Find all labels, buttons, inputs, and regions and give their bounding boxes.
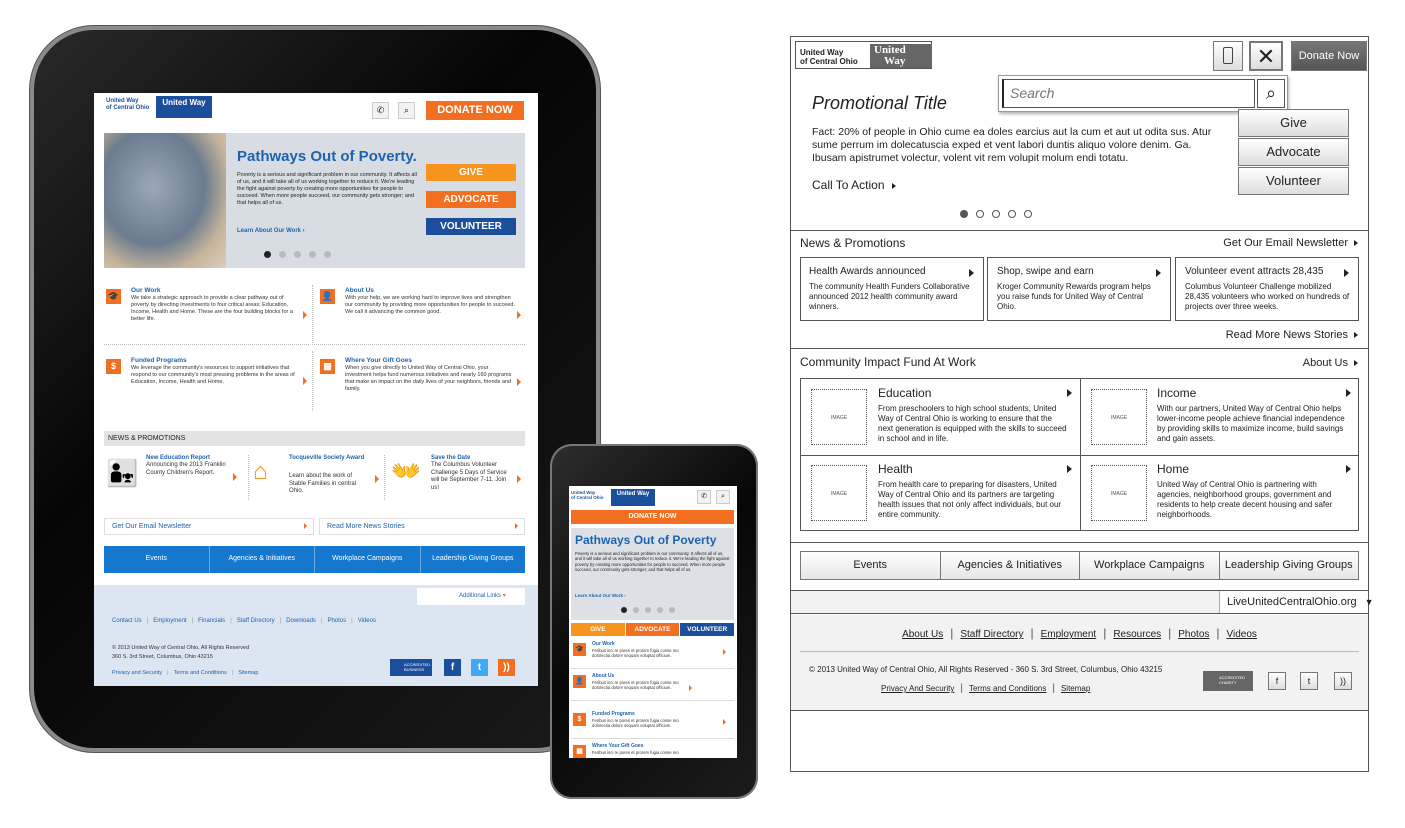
volunteer-button[interactable]: VOLUNTEER bbox=[680, 623, 734, 636]
chevron-right-icon bbox=[517, 378, 521, 386]
chevron-right-icon bbox=[1346, 389, 1351, 397]
chevron-right-icon bbox=[723, 719, 726, 725]
site-select-value: LiveUnitedCentralOhio.org bbox=[1227, 596, 1357, 608]
phone-icon[interactable]: ✆ bbox=[697, 490, 711, 504]
divider bbox=[800, 651, 1359, 652]
search-popup bbox=[998, 75, 1288, 112]
legal-link[interactable]: Privacy And Security bbox=[881, 684, 955, 693]
graduation-cap-icon: 🎓 bbox=[106, 289, 121, 304]
news-header: NEWS & PROMOTIONS bbox=[104, 431, 525, 446]
carousel-dot[interactable] bbox=[633, 607, 639, 613]
news-card[interactable] bbox=[987, 257, 1171, 321]
section-our-work[interactable] bbox=[104, 285, 309, 345]
phone-screen bbox=[569, 486, 737, 758]
search-icon[interactable]: ⌕ bbox=[398, 102, 415, 119]
mobile-icon[interactable] bbox=[1213, 41, 1243, 71]
read-more-label: Read More News Stories bbox=[1225, 329, 1348, 341]
carousel-dots[interactable] bbox=[960, 210, 1032, 218]
footer-link[interactable]: Contact Us bbox=[112, 618, 142, 624]
twitter-icon[interactable]: t bbox=[1300, 672, 1318, 690]
carousel-dot[interactable] bbox=[324, 251, 331, 258]
news-title: Shop, swipe and earn bbox=[997, 266, 1094, 277]
nav-agencies[interactable]: Agencies & Initiatives bbox=[210, 546, 316, 573]
footer-link[interactable]: Photos bbox=[327, 618, 347, 624]
bbb-badge[interactable]: ACCREDITED BUSINESS bbox=[390, 659, 432, 676]
impact-education[interactable] bbox=[801, 379, 1080, 455]
carousel-dot[interactable] bbox=[960, 210, 968, 218]
newsletter-label: Get Our Email Newsletter bbox=[112, 523, 192, 530]
phone-logo-text[interactable] bbox=[571, 491, 604, 501]
cta-buttons bbox=[571, 623, 734, 636]
news-body: Columbus Volunteer Challenge mobilized 28,435 volunteers who worked on hundreds of projects over three weeks. bbox=[1185, 282, 1350, 311]
chevron-right-icon bbox=[1354, 360, 1358, 366]
search-icon[interactable]: ⌕ bbox=[716, 490, 730, 504]
rss-icon[interactable]: )) bbox=[1334, 672, 1352, 690]
image-placeholder: IMAGE bbox=[811, 465, 867, 521]
chevron-down-icon: ▼ bbox=[1364, 597, 1374, 607]
item-body: Feribus inci re pores et prorem fugia conse mo dolorectia dolore sequam voluptat officium. bbox=[592, 718, 679, 729]
carousel-dot[interactable] bbox=[657, 607, 663, 613]
item-body: Feribus inci re pores et prorem fugia conse mo bbox=[592, 750, 679, 755]
hero-title: Pathways Out of Poverty bbox=[575, 533, 717, 547]
chevron-right-icon bbox=[1344, 269, 1349, 277]
section-title: About Us bbox=[345, 287, 374, 294]
advocate-button[interactable]: ADVOCATE bbox=[426, 191, 516, 208]
legal-link[interactable]: Privacy and Security bbox=[112, 670, 163, 676]
tablet-screen bbox=[94, 93, 538, 686]
logo-badge-line-1: United bbox=[874, 44, 906, 56]
newsletter-label: Get Our Email Newsletter bbox=[1223, 237, 1348, 249]
section-title: Where Your Gift Goes bbox=[345, 357, 412, 364]
hero-banner bbox=[571, 528, 734, 620]
person-icon: 👤 bbox=[320, 289, 335, 304]
cta-link[interactable] bbox=[812, 178, 896, 192]
logo-line-2: of Central Ohio bbox=[800, 57, 858, 66]
hero-text: Poverty is a serious and significant problem in our community. It affects all of us, and it will take all of us working together to reduce it. We're leading the fight against poverty by creating more opportunities for people to succeed. When more people succeed, our community gets stronger; and that helps all of us. bbox=[575, 551, 730, 572]
hero-link[interactable]: Learn About Our Work › bbox=[237, 228, 305, 234]
logo-line-1: United Way bbox=[106, 98, 139, 104]
house-icon: ⌂ bbox=[253, 458, 268, 485]
newsletter-link[interactable] bbox=[104, 518, 314, 535]
chevron-right-icon bbox=[233, 473, 237, 481]
news-title: Tocqueville Society Award bbox=[289, 455, 365, 461]
section-body: When you give directly to United Way of Central Ohio, your investment helps fund numerous initiatives and nearly 160 programs that make an impact on the daily lives of your neighbors, friends and family. bbox=[345, 365, 512, 392]
impact-home[interactable] bbox=[1081, 456, 1358, 530]
carousel-dot[interactable] bbox=[992, 210, 1000, 218]
logo-badge bbox=[870, 44, 932, 68]
list-item[interactable] bbox=[571, 639, 734, 669]
additional-links-label: Additional Links bbox=[459, 593, 502, 599]
legal-links: Privacy And Security | Terms and Conditions | Sitemap bbox=[881, 683, 1091, 694]
footer-link[interactable]: Videos bbox=[1226, 629, 1257, 640]
impact-header: Community Impact Fund At Work bbox=[800, 355, 976, 369]
carousel-dot[interactable] bbox=[1008, 210, 1016, 218]
news-header: News & Promotions bbox=[800, 236, 906, 250]
chevron-right-icon bbox=[969, 269, 974, 277]
impact-health[interactable] bbox=[801, 456, 1080, 530]
chevron-right-icon bbox=[1067, 465, 1072, 473]
chart-icon: ▦ bbox=[573, 745, 586, 758]
item-body: Feribus inci re pores et prorem fugia conse mo dolorectia dolore sequam voluptat officium. bbox=[592, 680, 679, 691]
footer-link[interactable]: Staff Directory bbox=[960, 629, 1024, 640]
logo-line-1: United Way bbox=[800, 48, 844, 57]
promo-title: Promotional Title bbox=[812, 93, 947, 113]
impact-body: With our partners, United Way of Central Ohio helps lower-income people achieve financial independence by providing skills to maximize income, build savings and gain assets. bbox=[1157, 404, 1345, 443]
news-title: Health Awards announced bbox=[809, 266, 926, 277]
hero-title: Pathways Out of Poverty. bbox=[237, 148, 417, 165]
footer-link[interactable]: Employment bbox=[153, 618, 187, 624]
list-item[interactable] bbox=[571, 741, 734, 758]
legal-link[interactable]: Sitemap bbox=[1060, 684, 1091, 693]
donate-button[interactable]: DONATE NOW bbox=[571, 510, 734, 524]
item-title: About Us bbox=[592, 673, 615, 679]
chart-icon: ▦ bbox=[320, 359, 335, 374]
tab-agencies[interactable]: Agencies & Initiatives bbox=[941, 552, 1081, 579]
copyright-text: © 2013 United Way of Central Ohio, All Rights Reserved bbox=[112, 645, 250, 651]
footer-link[interactable]: Photos bbox=[1178, 629, 1210, 640]
nav-events[interactable]: Events bbox=[104, 546, 210, 573]
news-title: Volunteer event attracts 28,435 bbox=[1185, 266, 1324, 277]
news-card[interactable] bbox=[1175, 257, 1359, 321]
graduation-cap-icon: 🎓 bbox=[573, 643, 586, 656]
volunteer-button[interactable]: Volunteer bbox=[1238, 167, 1349, 195]
news-body: Learn about the work of Stable Families in central Ohio. bbox=[289, 473, 357, 494]
hero-link[interactable]: Learn About Our Work › bbox=[575, 593, 626, 598]
footer-link[interactable]: Financials bbox=[198, 618, 226, 624]
news-stories-label: Read More News Stories bbox=[327, 523, 405, 530]
chevron-right-icon bbox=[517, 311, 521, 319]
chevron-right-icon bbox=[515, 523, 518, 529]
impact-income[interactable] bbox=[1081, 379, 1358, 455]
tab-workplace[interactable]: Workplace Campaigns bbox=[1080, 552, 1220, 579]
chevron-down-icon: ▾ bbox=[502, 593, 506, 599]
impact-title: Home bbox=[1157, 462, 1190, 476]
chevron-right-icon bbox=[303, 311, 307, 319]
footer-link[interactable]: About Us bbox=[902, 629, 944, 640]
section-about-us[interactable] bbox=[312, 285, 525, 345]
family-icon: 👨‍👧 bbox=[106, 458, 139, 488]
address-text: 360 S. 3rd Street, Columbus, Ohio 43215 bbox=[112, 653, 213, 660]
chevron-right-icon bbox=[517, 475, 521, 483]
hero-banner bbox=[104, 133, 525, 268]
carousel-dot[interactable] bbox=[645, 607, 651, 613]
site-select-bar bbox=[791, 590, 1374, 614]
section-funded-programs[interactable] bbox=[104, 355, 309, 411]
tablet-logo-badge[interactable]: United Way bbox=[156, 96, 212, 118]
give-button[interactable]: Give bbox=[1238, 109, 1349, 137]
chevron-right-icon bbox=[1354, 332, 1358, 338]
list-item[interactable] bbox=[571, 671, 734, 701]
news-stories-link[interactable] bbox=[319, 518, 525, 535]
promo-text: Fact: 20% of people in Ohio cume ea doles earcius aut la cum et aut ut odita sus. Atur sume perrum im dolecatuscia exped et vent labori duntis aliquo volore denim. Ga. Ibusam apistrumet volectur, volent vit rem volupit molum endi totatu. bbox=[812, 126, 1212, 164]
impact-body: From health care to preparing for disasters, United Way of Central Ohio and its partners are targeting health issues that not only affect individuals, but our entire community. bbox=[878, 480, 1062, 519]
logo-line-2: of Central Ohio bbox=[571, 494, 604, 500]
chevron-right-icon bbox=[304, 523, 307, 529]
carousel-dots[interactable] bbox=[264, 251, 331, 258]
carousel-dot[interactable] bbox=[976, 210, 984, 218]
search-input[interactable]: Search bbox=[1002, 79, 1255, 108]
footer-link[interactable]: Staff Directory bbox=[236, 618, 275, 624]
image-placeholder: IMAGE bbox=[1091, 465, 1147, 521]
logo-line-1: United Way bbox=[571, 490, 596, 495]
twitter-icon[interactable]: t bbox=[471, 659, 488, 676]
advocate-button[interactable]: ADVOCATE bbox=[626, 623, 680, 636]
carousel-dot[interactable] bbox=[621, 607, 627, 613]
item-body: Feribus inci re pores et prorem fugia conse mo dolorectia dolore sequam voluptat officium. bbox=[592, 648, 679, 659]
impact-body: United Way of Central Ohio is partnering with agencies, neighborhood groups, government and residents to help create decent housing and safer neighborhoods. bbox=[1157, 480, 1333, 519]
section-title: Our Work bbox=[131, 287, 161, 294]
dollar-icon: $ bbox=[106, 359, 121, 374]
tab-bar bbox=[800, 551, 1359, 580]
chevron-right-icon bbox=[375, 475, 379, 483]
legal-link[interactable]: Terms and Conditions bbox=[968, 684, 1047, 693]
donate-button[interactable]: DONATE NOW bbox=[426, 101, 524, 120]
chevron-right-icon bbox=[892, 183, 896, 189]
legal-links: Privacy and Security | Terms and Conditions | Sitemap bbox=[112, 670, 259, 676]
chevron-right-icon bbox=[1346, 465, 1351, 473]
about-us-label: About Us bbox=[1302, 357, 1348, 369]
impact-title: Education bbox=[878, 386, 932, 400]
section-title: Funded Programs bbox=[131, 357, 187, 364]
tab-events[interactable]: Events bbox=[801, 552, 941, 579]
donate-button[interactable]: Donate Now bbox=[1291, 41, 1367, 71]
chevron-right-icon bbox=[303, 377, 307, 385]
section-body: With your help, we are working hard to improve lives and strengthen our community by providing more opportunities for people to succeed. We call it advancing the common good. bbox=[345, 295, 515, 315]
chevron-right-icon bbox=[1354, 240, 1358, 246]
read-more-link[interactable] bbox=[1226, 329, 1358, 341]
chevron-right-icon bbox=[689, 685, 692, 691]
phone-logo-badge[interactable]: United Way bbox=[611, 489, 655, 506]
footer bbox=[791, 615, 1368, 711]
divider bbox=[791, 348, 1368, 349]
wireframe bbox=[790, 36, 1374, 772]
carousel-dot[interactable] bbox=[309, 251, 316, 258]
nav-leadership[interactable]: Leadership Giving Groups bbox=[432, 555, 514, 563]
news-item[interactable] bbox=[384, 455, 524, 500]
legal-link[interactable]: Sitemap bbox=[238, 670, 259, 676]
rss-icon[interactable]: )) bbox=[498, 659, 515, 676]
legal-link[interactable]: Terms and Conditions bbox=[173, 670, 227, 676]
footer-link[interactable]: Employment bbox=[1040, 629, 1097, 640]
impact-body: From preschoolers to high school students, United Way of Central Ohio is working to ensure that the next generation is equipped with the skills to succeed in school and in life. bbox=[878, 404, 1067, 443]
give-button[interactable]: GIVE bbox=[426, 164, 516, 181]
item-title: Where Your Gift Goes bbox=[592, 743, 644, 749]
bbb-badge[interactable]: ACCREDITED CHARITY bbox=[1203, 671, 1253, 691]
close-icon[interactable]: ✕ bbox=[1249, 41, 1283, 71]
item-title: Our Work bbox=[592, 641, 615, 647]
person-icon: 👤 bbox=[573, 675, 586, 688]
volunteers-icon: 👐 bbox=[391, 458, 421, 485]
news-body: Announcing the 2013 Franklin County Children's Report. bbox=[146, 462, 226, 476]
news-title: Save the Date bbox=[431, 455, 471, 461]
facebook-icon[interactable]: f bbox=[444, 659, 461, 676]
news-title: New Education Report bbox=[146, 455, 211, 461]
about-us-link[interactable] bbox=[1303, 357, 1358, 369]
divider bbox=[791, 230, 1368, 231]
news-card[interactable] bbox=[800, 257, 984, 321]
image-placeholder: IMAGE bbox=[1091, 389, 1147, 445]
chevron-right-icon bbox=[723, 649, 726, 655]
nav-workplace[interactable]: Workplace Campaigns bbox=[315, 546, 421, 573]
carousel-dots[interactable] bbox=[621, 607, 675, 613]
impact-title: Health bbox=[878, 462, 913, 476]
cta-label: Call To Action bbox=[812, 178, 885, 192]
list-item[interactable] bbox=[571, 709, 734, 739]
impact-title: Income bbox=[1157, 386, 1197, 400]
footer-links: Contact Us | Employment | Financials | Staff Directory | Downloads | Photos | Videos bbox=[112, 618, 376, 624]
hero-text: Poverty is a serious and significant problem in our community. It affects all of us, and it will take all of us working together to reduce it. We're leading the fight against poverty by creating more opportunities for people to succeed. When more people succeed, our community gets stronger; and that helps all of us. bbox=[237, 172, 417, 206]
news-body: The Columbus Volunteer Challenge 5 Days of Service will be September 7-11. Join us! bbox=[431, 462, 507, 491]
hero-photo bbox=[104, 133, 226, 268]
section-where-gift-goes[interactable] bbox=[312, 351, 525, 411]
tablet-logo-text[interactable] bbox=[106, 98, 149, 111]
phone-icon[interactable]: ✆ bbox=[372, 102, 389, 119]
facebook-icon[interactable]: f bbox=[1268, 672, 1286, 690]
news-body: Kroger Community Rewards program helps you raise funds for United Way of Central Ohio. bbox=[997, 282, 1151, 311]
logo-badge-line-2: Way bbox=[884, 55, 906, 67]
news-item[interactable] bbox=[248, 455, 378, 500]
wire-logo[interactable] bbox=[795, 41, 932, 69]
newsletter-link[interactable] bbox=[1223, 237, 1358, 249]
volunteer-button[interactable]: VOLUNTEER bbox=[426, 218, 516, 235]
logo-line-2: of Central Ohio bbox=[106, 104, 150, 111]
search-icon[interactable]: ⌕ bbox=[1257, 79, 1285, 108]
dollar-icon: $ bbox=[573, 713, 586, 726]
impact-grid bbox=[800, 378, 1359, 531]
site-select[interactable] bbox=[1219, 591, 1374, 613]
copyright bbox=[112, 644, 249, 662]
tab-leadership[interactable]: Leadership Giving Groups bbox=[1224, 559, 1353, 571]
main-nav bbox=[104, 546, 525, 573]
advocate-button[interactable]: Advocate bbox=[1238, 138, 1349, 166]
footer-link[interactable]: Resources bbox=[1113, 629, 1162, 640]
carousel-dot[interactable] bbox=[279, 251, 286, 258]
footer-links: About Us | Staff Directory | Employment | Resources | Photos | Videos bbox=[902, 626, 1257, 640]
chevron-right-icon bbox=[1067, 389, 1072, 397]
footer-link[interactable]: Videos bbox=[357, 618, 376, 624]
additional-links-dropdown[interactable] bbox=[417, 588, 525, 605]
divider bbox=[791, 542, 1368, 543]
carousel-dot[interactable] bbox=[264, 251, 271, 258]
item-title: Funded Programs bbox=[592, 711, 635, 717]
carousel-dot[interactable] bbox=[294, 251, 301, 258]
news-body: The community Health Funders Collaborative announced 2012 health community award winners. bbox=[809, 282, 970, 311]
logo-text bbox=[800, 48, 858, 66]
section-body: We take a strategic approach to provide a clear pathway out of poverty by directing investments to four critical areas: Education, Income, Health and Home. These are the four building blocks for a better life. bbox=[131, 295, 293, 322]
chevron-right-icon bbox=[1156, 269, 1161, 277]
section-body: We leverage the community's resources to support initiatives that respond to our community's most pressing problems in the areas of Education, Income, Health and Home. bbox=[131, 365, 295, 385]
carousel-dot[interactable] bbox=[1024, 210, 1032, 218]
carousel-dot[interactable] bbox=[669, 607, 675, 613]
copyright: © 2013 United Way of Central Ohio, All Rights Reserved - 360 S. 3rd Street, Columbus, Ohio 43215 bbox=[809, 665, 1163, 674]
footer-link[interactable]: Downloads bbox=[286, 618, 316, 624]
news-item[interactable] bbox=[106, 455, 236, 500]
image-placeholder: IMAGE bbox=[811, 389, 867, 445]
give-button[interactable]: GIVE bbox=[571, 623, 625, 636]
